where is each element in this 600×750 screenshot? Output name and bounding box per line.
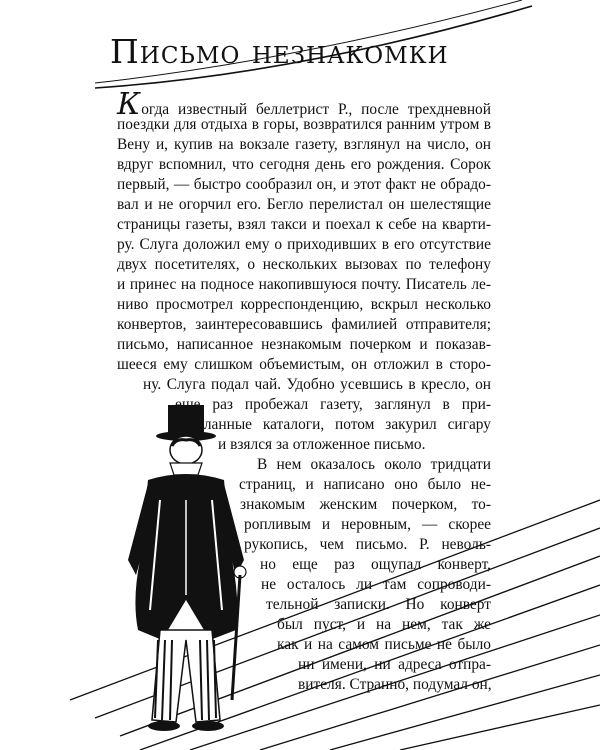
chapter-title: Письмо незнакомки [110,32,449,71]
text-line: страницы газеты, взял такси и поехал к себе на кварти- [117,216,491,233]
text-line: Когда известный беллетрист Р., после трехдневной [117,87,491,122]
text-line: Вену и, купив на вокзале газету, взглянул на число, он [117,136,491,153]
text-line: конвертов, заинтересовавшись фамилией отправителя; [117,316,491,333]
text-line: как и на самом письме не было [277,636,491,653]
text-line: вдруг вспомнил, что сегодня день его рождения. Сорок [117,156,491,173]
text-line: вал и не огорчил его. Бегло перелистал он шелестящие [117,196,491,213]
text-line: но еще раз ощупал конверт, [260,556,491,573]
text-line: тельной записки. Но конверт [266,596,491,613]
text-line: страниц, и написано оно было не- [239,476,491,493]
text-line: поездки для отдыха в горы, возвратился ранним утром в [117,116,491,133]
text-line: сланные каталоги, потом закурил сигару [197,416,491,433]
text-line: письмо, написанное незнакомым почерком и показав- [117,336,491,353]
text-line: двух посетителях, о нескольких вызовах по телефону [117,256,491,273]
drop-cap: К [117,87,141,122]
text-line: еще раз пробежал газету, заглянул в при- [175,396,491,413]
text-line: не осталось ли там сопроводи- [261,576,491,593]
text-line: ниво просмотрел корреспонденцию, вскрыл несколько [117,296,491,313]
text-line: рукопись, чем письмо. Р. неволь- [244,536,491,553]
text-line: ру. Слуга доложил ему о приходивших в его отсутствие [117,236,491,253]
text-line: вителя. Странно, подумал он, [298,676,492,693]
text-line: первый, — быстро сообразил он, и этот факт не обрадо- [117,176,491,193]
text-line: и взялся за отложенное письмо. [218,436,426,453]
text-line: ни имени, ни адреса отпра- [298,656,491,673]
text-line: был пуст, и на нем, так же [277,616,491,633]
text-line: знакомым женским почерком, то- [240,496,491,513]
text-line: шееся ему слишком объемистым, он отложил в сторо- [117,356,491,373]
text-line: В нем оказалось около тридцати [257,456,491,473]
text-line: ну. Слуга подал чай. Удобно усевшись в кресло, он [143,376,491,393]
text-line: и принес на подносе накопившуюся почту. Писатель ле- [117,276,491,293]
text-line: ропливым и неровным, — скорее [244,516,491,533]
